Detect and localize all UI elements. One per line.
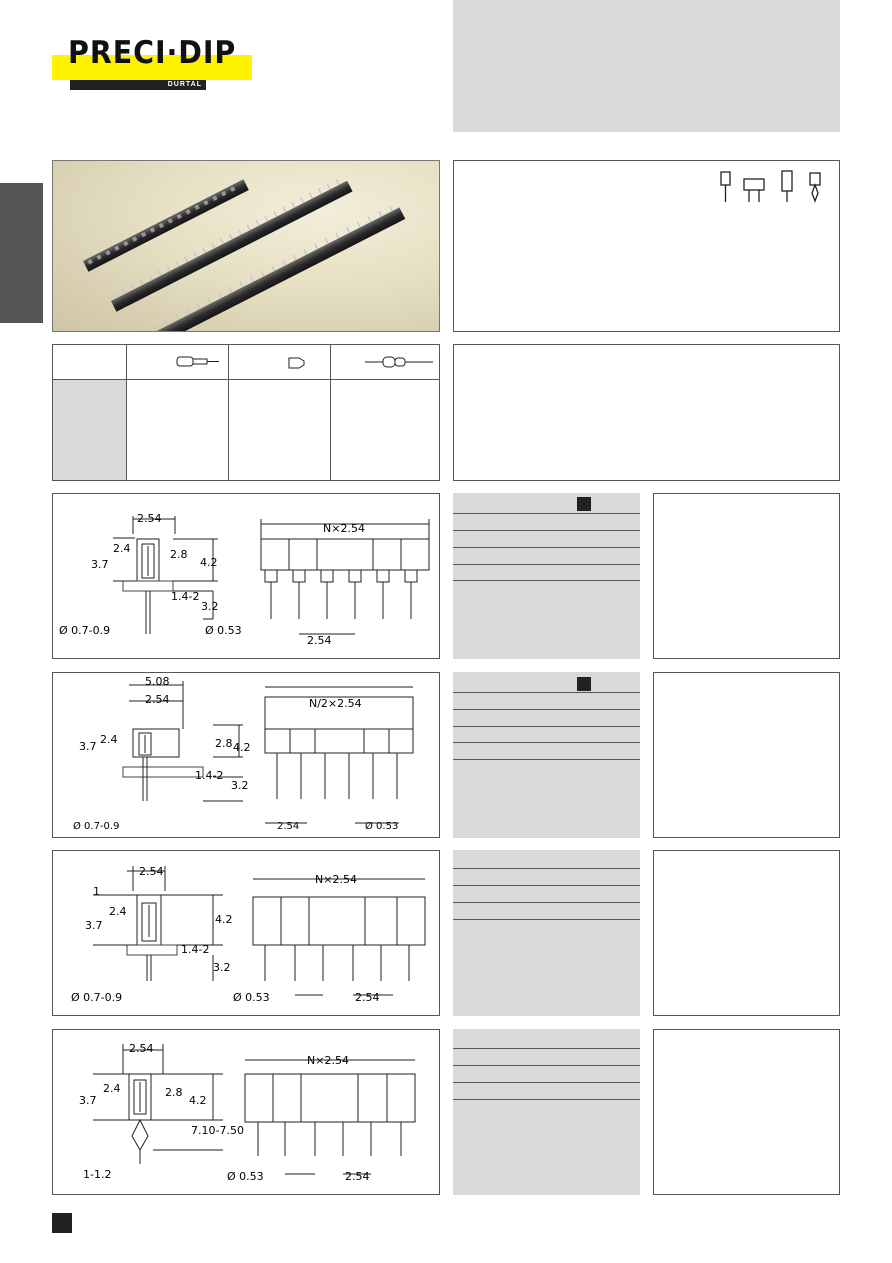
dim-length: N×2.54 [323, 522, 365, 535]
dim-total: 3.7 [79, 1094, 97, 1107]
dim-height: 4.2 [189, 1094, 207, 1107]
order-panel-4 [653, 1029, 840, 1195]
drawing-panel-1 [52, 493, 440, 659]
dim-cup: 2.8 [215, 737, 233, 750]
dim-pcb-hole: Ø 0.7-0.9 [59, 624, 111, 637]
dim-pitch-bottom: 2.54 [277, 821, 300, 832]
dim-cup: 2.8 [165, 1086, 183, 1099]
dim-pin: 3.2 [231, 779, 249, 792]
dim-hole: 1-1.2 [83, 1168, 112, 1181]
dim-pitch-top: 2.54 [129, 1042, 154, 1055]
dim-pcb-hole: Ø 0.7-0.9 [71, 991, 123, 1004]
pictogram-tall-icon [782, 171, 792, 202]
product-photo [52, 160, 440, 332]
contact-type-2-icon [285, 353, 309, 371]
dim-hole: 1.4-2 [171, 590, 200, 603]
dim-pitch-top: 2.54 [145, 693, 170, 706]
dim-total: 3.7 [91, 558, 109, 571]
order-panel-3 [653, 850, 840, 1016]
technical-drawing-3 [53, 851, 439, 1015]
dim-top: 1 [93, 885, 100, 898]
contact-variants-table [52, 344, 440, 481]
drawing-panel-3 [52, 850, 440, 1016]
spec-panel-1 [453, 493, 640, 659]
dim-total: 3.7 [79, 740, 97, 753]
dim-hole: 1.4-2 [195, 769, 224, 782]
dim-pin-dia: Ø 0.53 [233, 991, 270, 1004]
dim-length: N×2.54 [315, 873, 357, 886]
pictogram-pressfit-icon [810, 173, 820, 201]
mounting-pictograms [714, 169, 834, 209]
dim-pin-dia: Ø 0.53 [365, 821, 399, 832]
brand-logo [52, 35, 252, 91]
order-panel-2 [653, 672, 840, 838]
contact-type-1-icon [173, 353, 223, 371]
dim-pin: 3.2 [213, 961, 231, 974]
pictogram-double-icon [744, 179, 764, 202]
description-panel [453, 160, 840, 332]
order-panel-1 [653, 493, 840, 659]
marker-square-2 [577, 677, 591, 691]
marker-square-1 [577, 497, 591, 511]
dim-pin-dia: Ø 0.53 [227, 1170, 264, 1183]
contact-type-3-icon [363, 353, 437, 371]
dim-pitch-top: 2.54 [137, 512, 162, 525]
dim-pcb-hole: Ø 0.7-0.9 [73, 821, 120, 832]
logo-text: PRECI·DIP [68, 35, 237, 71]
spec-panel-4 [453, 1029, 640, 1195]
spec-panel-3 [453, 850, 640, 1016]
dim-pin-dia: Ø 0.53 [205, 624, 242, 637]
dim-cup: 2.8 [170, 548, 188, 561]
dim-height: 4.2 [200, 556, 218, 569]
materials-panel [453, 344, 840, 481]
dim-total: 3.7 [85, 919, 103, 932]
drawing-panel-2 [52, 672, 440, 838]
dim-pin: 3.2 [201, 600, 219, 613]
dim-length: N/2×2.54 [309, 697, 362, 710]
dim-hole: 1.4-2 [181, 943, 210, 956]
dim-body-height: 2.4 [109, 905, 127, 918]
dim-row-pitch: 5.08 [145, 675, 170, 688]
technical-drawing-4 [53, 1030, 439, 1194]
dim-pitch-bottom: 2.54 [307, 634, 332, 647]
dim-body-height: 2.4 [103, 1082, 121, 1095]
technical-drawing-2 [53, 673, 439, 837]
dim-body-height: 2.4 [113, 542, 131, 555]
table-row-header [53, 379, 126, 480]
dim-pitch-bottom: 2.54 [355, 991, 380, 1004]
pictogram-single-icon [721, 172, 730, 202]
dim-body-height: 2.4 [100, 733, 118, 746]
side-tab [0, 183, 43, 323]
technical-drawing-1 [53, 494, 439, 658]
drawing-panel-4 [52, 1029, 440, 1195]
dim-pitch-top: 2.54 [139, 865, 164, 878]
dim-length: N×2.54 [307, 1054, 349, 1067]
socket-strips-illustration [53, 161, 440, 332]
dim-height: 4.2 [233, 741, 251, 754]
dim-pressfit: 7.10-7.50 [191, 1124, 244, 1137]
spec-panel-2 [453, 672, 640, 838]
strip-1 [83, 179, 249, 271]
header-panel [453, 0, 840, 132]
logo-tagline: DURTAL [70, 80, 206, 90]
dim-height: 4.2 [215, 913, 233, 926]
dim-pitch-bottom: 2.54 [345, 1170, 370, 1183]
page-marker [52, 1213, 72, 1233]
